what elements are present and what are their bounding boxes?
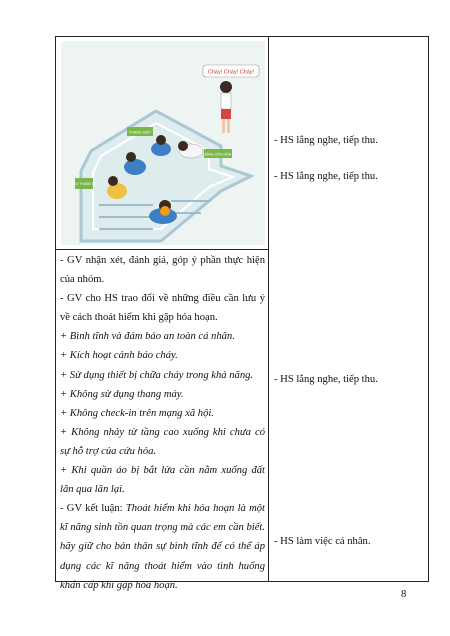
left-item-1: - GV nhận xét, đánh giá, góp ý phần thực hiện của nhóm.	[60, 255, 265, 286]
student-activity-4: - HS làm việc cá nhân.	[274, 536, 371, 547]
left-item-9: + Khi quần áo bị bắt lửa cần nằm xuống đất lăn qua lăn lại.	[60, 465, 265, 496]
speech-bubble: Cháy! Cháy! Cháy!	[207, 69, 255, 76]
left-item-8: + Không nhảy từ tầng cao xuống khi chưa có sự hỗ trợ của cứu hỏa.	[60, 426, 265, 457]
student-activity-1: - HS lắng nghe, tiếp thu.	[274, 135, 378, 146]
fire-escape-illustration	[61, 41, 265, 245]
teacher-activities	[60, 251, 265, 595]
column-divider	[268, 37, 269, 581]
conclusion	[60, 499, 265, 594]
student-activity-2: - HS lắng nghe, tiếp thu.	[274, 171, 378, 182]
conclusion-prefix: - GV kết luận:	[60, 503, 126, 515]
student-activity-3: - HS lắng nghe, tiếp thu.	[274, 374, 378, 385]
sign-stairs: CẦU THANG BỘ	[71, 182, 97, 186]
sign-elevator: THANG MÁY	[128, 130, 152, 135]
sign-extinguisher: BÌNH CỨU HỎA	[204, 152, 232, 157]
conclusion-body: Thoát hiểm khi hỏa hoạn là một kĩ năng sinh tồn quan trọng mà các em cần biết. hãy giữ cho bản thân sự bình tĩnh để có thể áp dụng các kĩ năng thoát hiểm vào tình huống khẩn cấp khi gặp hỏa hoạn.	[60, 503, 265, 591]
left-item-5: + Sử dụng thiết bị chữa cháy trong khả năng.	[60, 369, 254, 381]
page-number: 8	[401, 589, 407, 600]
left-item-7: + Không check-in trên mạng xã hội.	[60, 407, 214, 419]
left-item-6: + Không sử dụng thang máy.	[60, 388, 184, 400]
row-divider	[56, 249, 268, 250]
lesson-table	[55, 36, 429, 591]
left-item-4: + Kích hoạt cảnh báo cháy.	[60, 350, 178, 362]
left-item-3: + Bình tĩnh và đảm bảo an toàn cá nhân.	[60, 331, 235, 343]
left-item-2: - GV cho HS trao đổi về những điều cần lưu ý về cách thoát hiểm khi gặp hỏa hoạn.	[60, 293, 265, 324]
